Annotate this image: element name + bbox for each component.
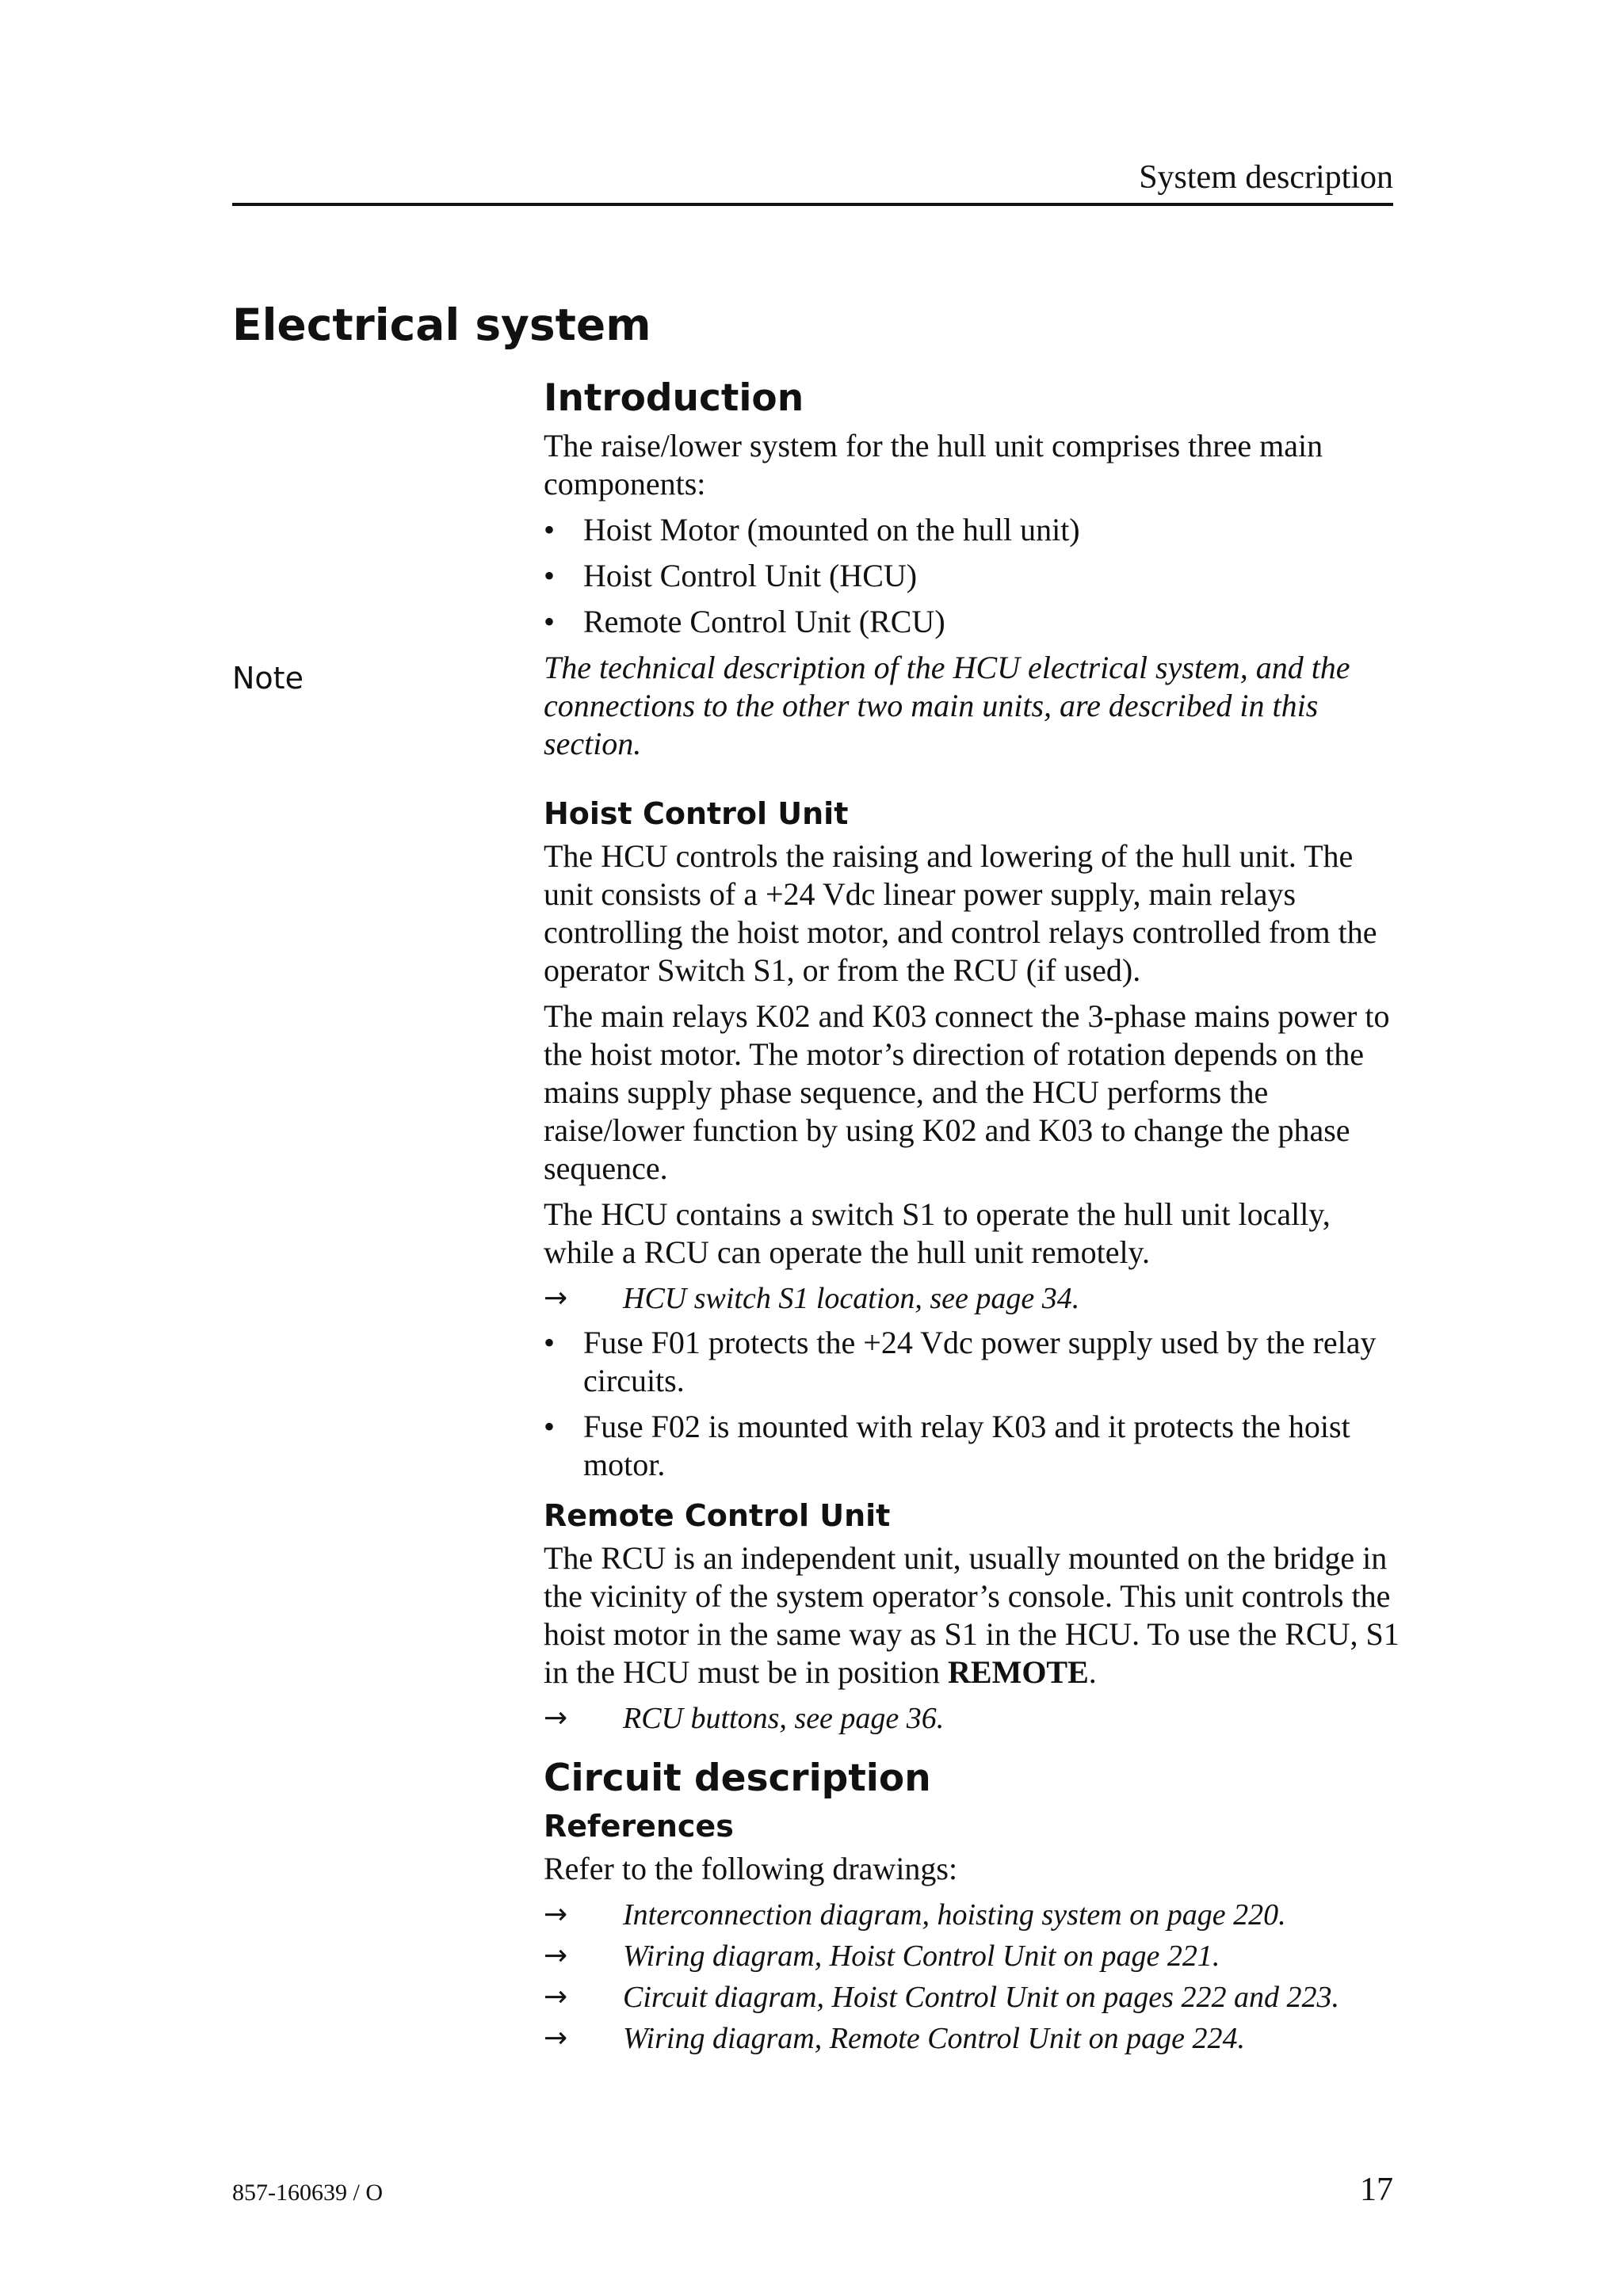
drawing-reference-text: Wiring diagram, Hoist Control Unit on page 221. [623, 1939, 1220, 1973]
rcu-remote-keyword: REMOTE [948, 1654, 1089, 1690]
cross-reference[interactable] [544, 1280, 1401, 1318]
chapter-title: Electrical system [232, 299, 651, 350]
note-label: Note [232, 661, 304, 696]
drawing-reference-text: Interconnection diagram, hoisting system on page 220. [623, 1898, 1286, 1932]
hcu-paragraph-2: The main relays K02 and K03 connect the 3-phase mains power to the hoist motor. The motor’s direction of rotation depends on the mains supply phase sequence, and the HCU performs the raise/lower function by using K02 and K03 to change the phase sequence. [544, 998, 1390, 1186]
arrow-right-icon: → [544, 1939, 568, 1972]
bullet-icon: • [544, 1325, 556, 1360]
page-number: 17 [1360, 2172, 1393, 2208]
rcu-paragraph [544, 1539, 1401, 1691]
running-header-title: System description [1139, 159, 1393, 196]
drawing-reference-text: Circuit diagram, Hoist Control Unit on pages 222 and 223. [623, 1981, 1339, 2014]
drawing-reference[interactable] [544, 2019, 1401, 2058]
rcu-paragraph-text: The RCU is an independent unit, usually mounted on the bridge in the vicinity of the system operator’s console. This unit controls the hoist motor in the same way as S1 in the HCU. To use the RCU, S1 in the HCU must be in position [544, 1540, 1400, 1690]
introduction-heading: Introduction [544, 376, 804, 420]
introduction-paragraph: The raise/lower system for the hull unit comprises three main components: [544, 428, 1323, 502]
cross-reference-text: HCU switch S1 location, see page 34. [623, 1282, 1080, 1315]
drawing-reference[interactable] [544, 1937, 1401, 1975]
arrow-right-icon: → [544, 2022, 568, 2054]
note-text: The technical description of the HCU electrical system, and the connections to the other two main units, are described in this section. [544, 650, 1350, 761]
arrow-right-icon: → [544, 1282, 568, 1314]
list-item [544, 511, 1401, 549]
rcu-paragraph-end: . [1088, 1654, 1097, 1690]
list-item [544, 1324, 1401, 1400]
bullet-icon: • [544, 558, 556, 593]
arrow-right-icon: → [544, 1981, 568, 2013]
rcu-heading: Remote Control Unit [544, 1498, 891, 1533]
bullet-icon: • [544, 512, 556, 547]
running-header [232, 157, 1393, 206]
hcu-paragraph-3: The HCU contains a switch S1 to operate the hull unit locally, while a RCU can operate the hull unit remotely. [544, 1196, 1331, 1270]
document-number: 857-160639 / O [232, 2180, 383, 2206]
drawing-reference[interactable] [544, 1896, 1401, 1934]
list-item [544, 557, 1401, 595]
list-item-text: Fuse F02 is mounted with relay K03 and it protects the hoist motor. [583, 1409, 1350, 1482]
hcu-heading: Hoist Control Unit [544, 796, 849, 831]
introduction-bullet-list [544, 511, 1401, 641]
bullet-icon: • [544, 604, 556, 639]
drawing-reference-text: Wiring diagram, Remote Control Unit on page 224. [623, 2022, 1245, 2055]
list-item-text: Remote Control Unit (RCU) [583, 604, 945, 639]
arrow-right-icon: → [544, 1898, 568, 1931]
references-heading: References [544, 1809, 734, 1844]
hcu-bullet-list [544, 1324, 1401, 1484]
references-paragraph: Refer to the following drawings: [544, 1851, 958, 1886]
list-item-text: Hoist Motor (mounted on the hull unit) [583, 512, 1080, 547]
list-item [544, 1408, 1401, 1484]
list-item-text: Hoist Control Unit (HCU) [583, 558, 918, 593]
main-column [544, 375, 1401, 2061]
cross-reference[interactable] [544, 1699, 1401, 1737]
drawing-reference[interactable] [544, 1978, 1401, 2016]
bullet-icon: • [544, 1409, 556, 1444]
circuit-description-heading: Circuit description [544, 1756, 931, 1800]
list-item-text: Fuse F01 protects the +24 Vdc power supply used by the relay circuits. [583, 1325, 1377, 1398]
hcu-paragraph-1: The HCU controls the raising and lowering of the hull unit. The unit consists of a +24 Vdc linear power supply, main relays controlling the hoist motor, and control relays controlled from the operator Switch S1, or from the RCU (if used). [544, 838, 1377, 988]
cross-reference-text: RCU buttons, see page 36. [623, 1702, 945, 1735]
list-item [544, 603, 1401, 641]
arrow-right-icon: → [544, 1702, 568, 1734]
